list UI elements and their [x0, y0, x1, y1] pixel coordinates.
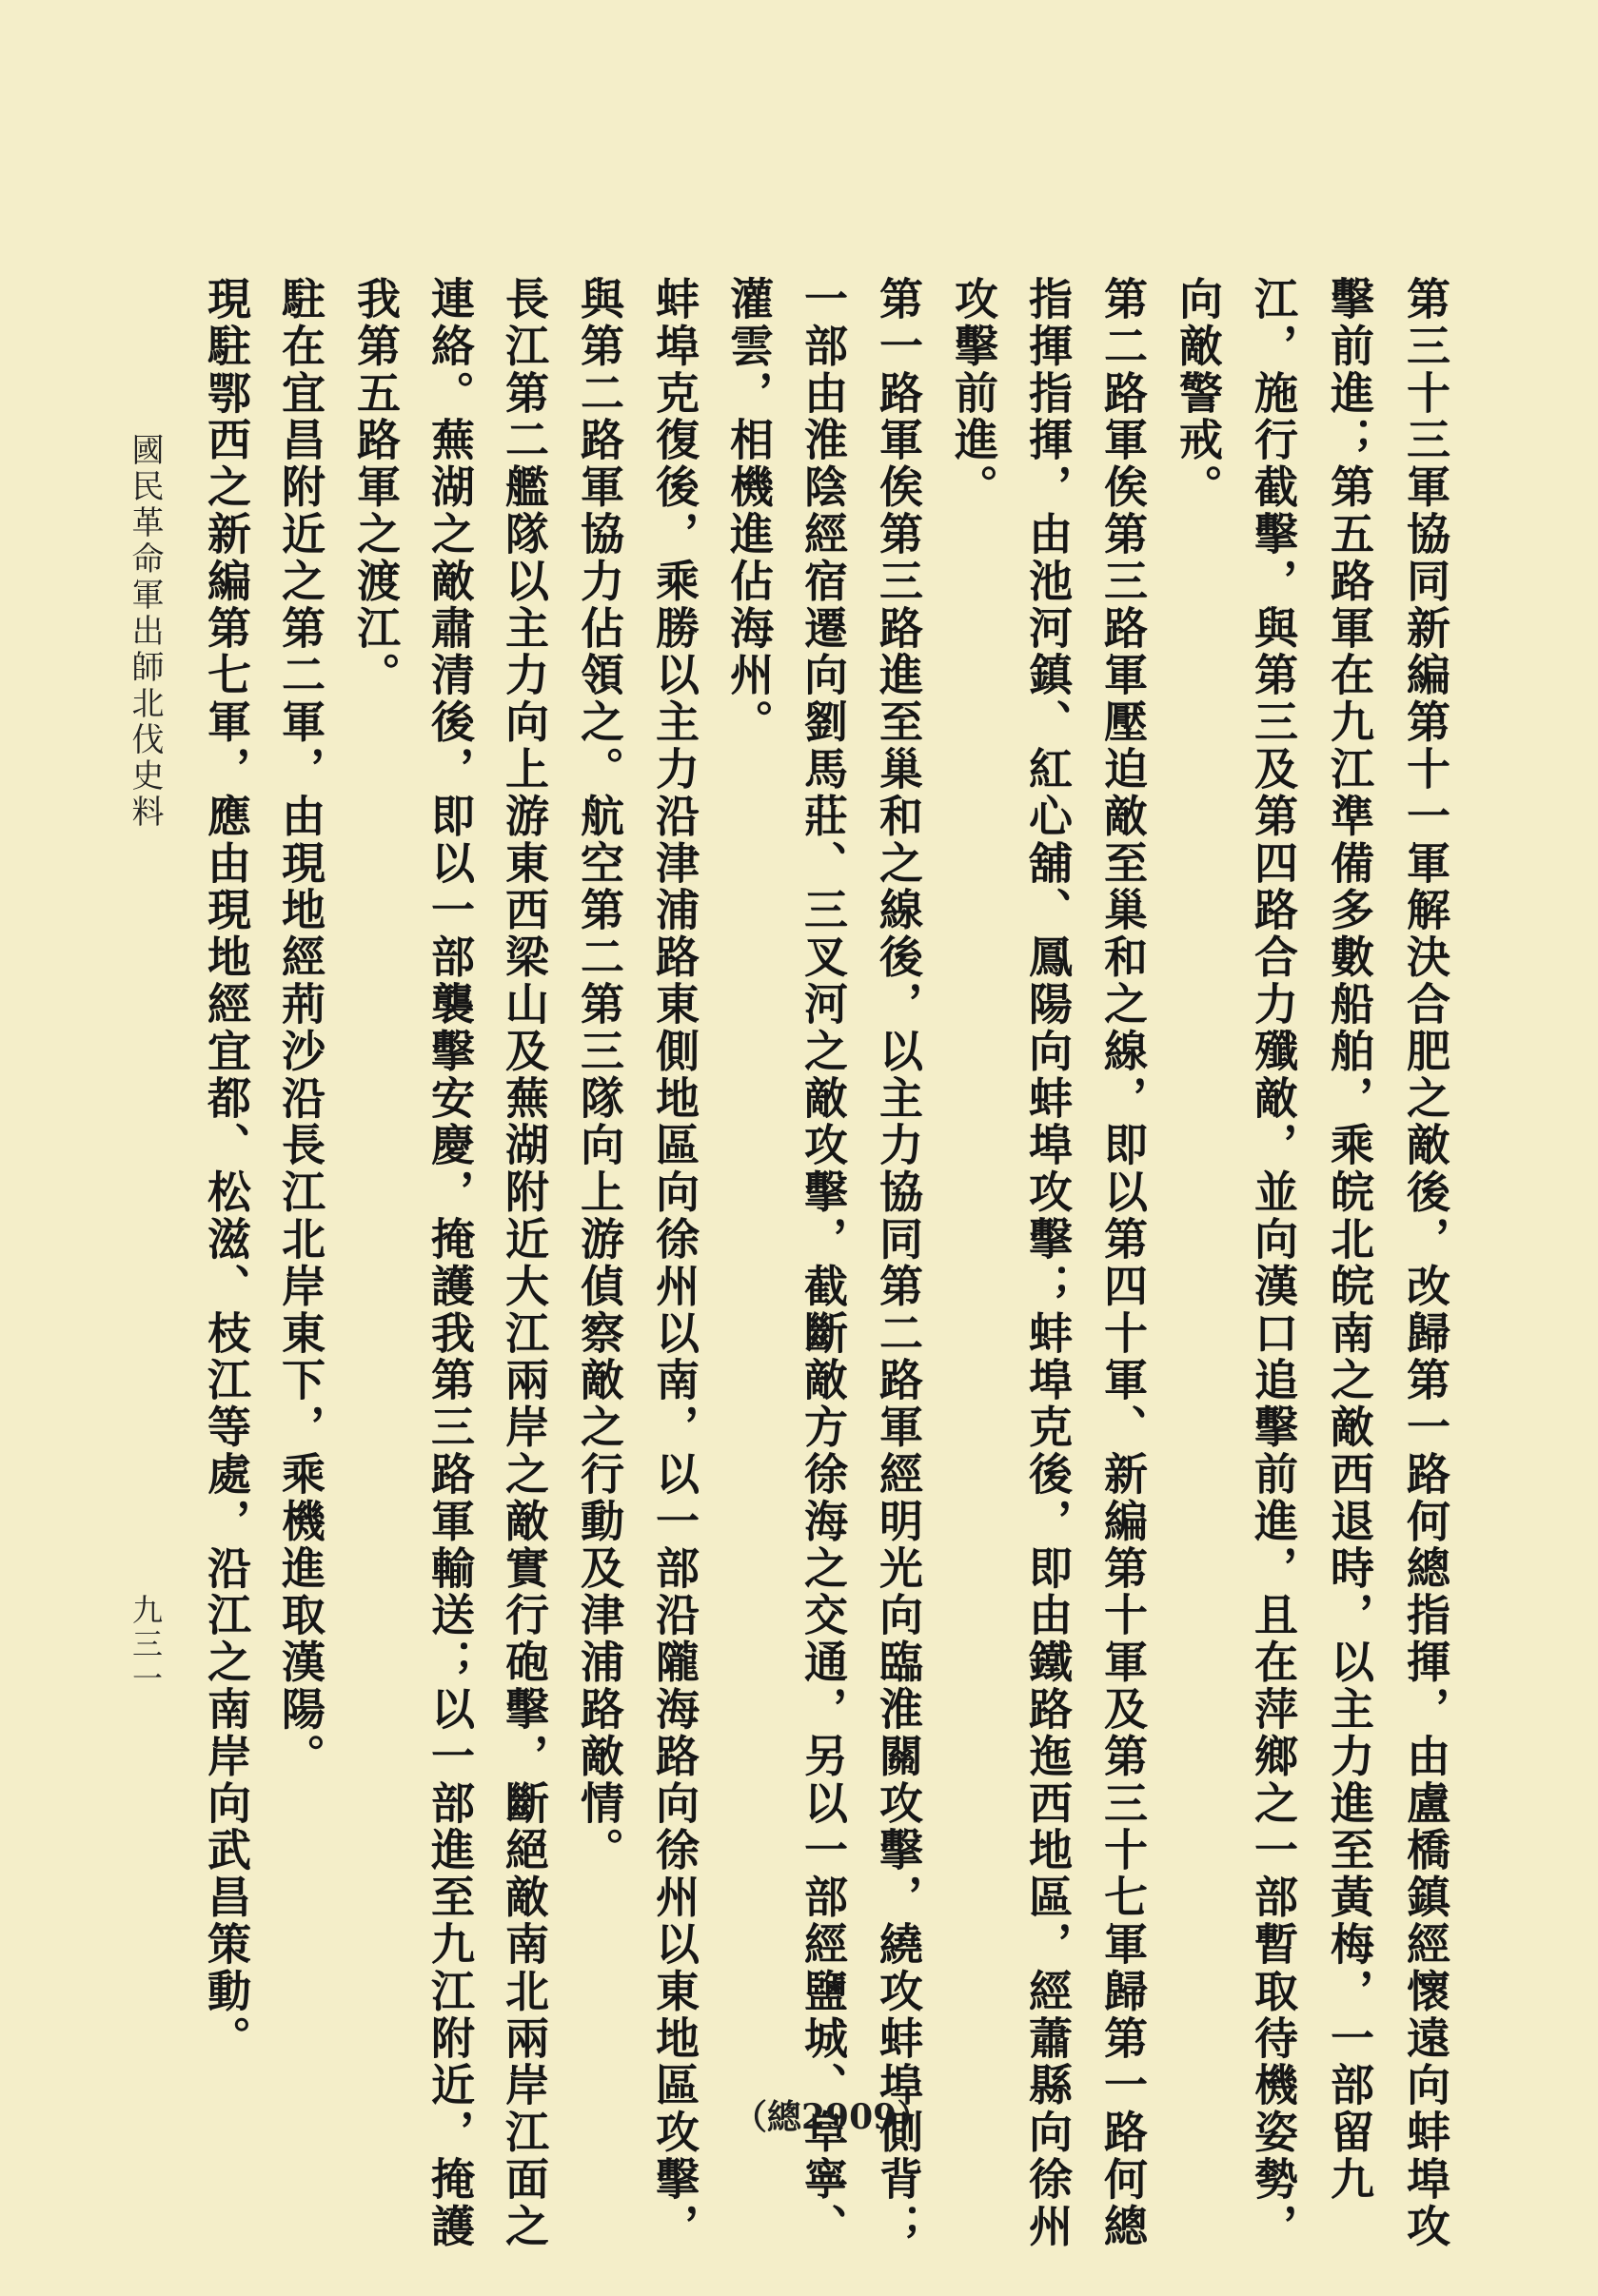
page-number: 九三一	[128, 1594, 164, 1697]
body-line-6: 指揮指揮，由池河鎮、紅心舖、鳳陽向蚌埠攻擊；蚌埠克後，即由鐵路迤西地區，經蕭縣向徐州	[1022, 276, 1074, 2250]
body-line-11: 蚌埠克復後，乘勝以主力沿津浦路東側地區向徐州以南，以一部沿隴海路向徐州以東地區攻擊，	[649, 276, 700, 2250]
body-line-15: 我第五路軍之渡江。	[350, 276, 402, 699]
body-line-3: 江，施行截擊，與第三及第四路合力殲敵，並向漢口追擊前進，且在萍鄉之一部暫取待機姿勢，	[1248, 276, 1299, 2250]
body-line-13: 長江第二艦隊以主力向上游東西梁山及蕪湖附近大江兩岸之敵實行砲擊，斷絕敵南北兩岸江面之	[499, 276, 550, 2250]
body-line-5: 第二路軍俟第三路軍壓迫敵至巢和之線，即以第四十軍、新編第十軍及第三十七軍歸第一路何總	[1097, 276, 1149, 2250]
body-line-17: 現駐鄂西之新編第七軍，應由現地經宜都、松滋、枝江等處，沿江之南岸向武昌策動。	[201, 276, 252, 2063]
body-line-1: 第三十三軍協同新編第十一軍解決合肥之敵後，改歸第一路何總指揮，由盧橋鎮經懷遠向蚌埠攻	[1400, 276, 1451, 2250]
body-line-9: 一部由淮陰經宿遷向劉馬莊、三叉河之敵攻擊，截斷敵方徐海之交通，另以一部經鹽城、阜寧、	[798, 276, 849, 2250]
body-line-2: 擊前進；第五路軍在九江準備多數船舶，乘皖北皖南之敵西退時，以主力進至黃梅，一部留九	[1324, 276, 1375, 2204]
body-line-8: 第一路軍俟第三路進至巢和之線後，以主力協同第二路軍經明光向臨淮關攻擊，繞攻蚌埠側背；	[873, 276, 924, 2250]
serial-page-number: （總2909）	[733, 2097, 932, 2137]
body-line-4: 向敵警戒。	[1173, 276, 1224, 511]
body-line-16: 駐在宜昌附近之第二軍，由現地經荊沙沿長江北岸東下，乘機進取漢陽。	[275, 276, 326, 1780]
body-line-10: 灌雲，相機進佔海州。	[723, 276, 775, 746]
body-line-12: 與第二路軍協力佔領之。航空第二第三隊向上游偵察敵之行動及津浦路敵情。	[574, 276, 625, 1874]
body-line-7: 攻擊前進。	[948, 276, 999, 511]
book-title: 國民革命軍出師北伐史料	[126, 433, 164, 831]
body-line-14: 連絡。蕪湖之敵肅清後，即以一部襲擊安慶，掩護我第三路軍輸送；以一部進至九江附近，掩護	[424, 276, 476, 2250]
